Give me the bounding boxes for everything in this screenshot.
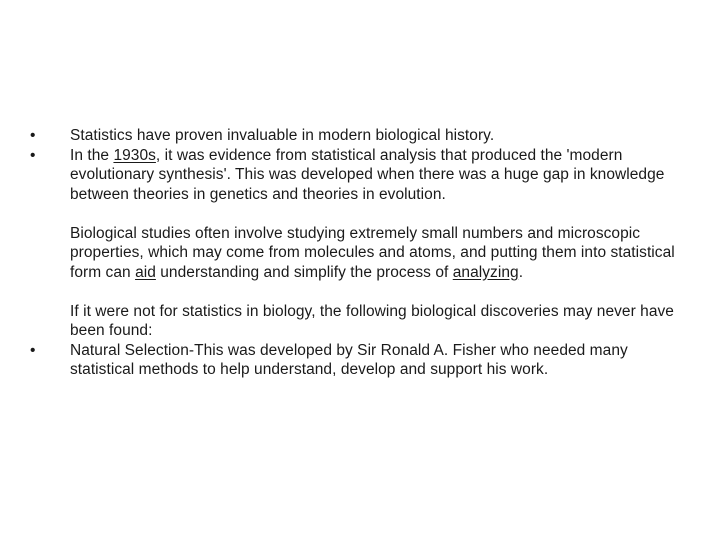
text-segment: , it was evidence from statistical analysis that produced the 'modern evolutionary synthesis'. This was developed when there was a huge gap in knowledge between theories in genetics and theories in evolution. (70, 146, 665, 203)
paragraph (28, 302, 678, 341)
list-item-text: Statistics have proven invaluable in modern biological history. (70, 127, 495, 144)
link-analyzing[interactable]: analyzing (452, 263, 519, 281)
spacer (28, 204, 678, 224)
bullet-marker: • (30, 146, 36, 164)
list-item (28, 146, 678, 205)
paragraph-text (70, 224, 678, 283)
text-segment: . (518, 263, 524, 281)
paragraph-text: If it were not for statistics in biology, the following biological discoveries may never have been found: (70, 302, 674, 339)
text-segment: In the (70, 146, 114, 164)
link-aid[interactable]: aid (135, 263, 156, 281)
bullet-marker: • (30, 341, 36, 359)
link-1930s[interactable]: 1930s (113, 146, 156, 164)
paragraph (28, 224, 678, 283)
list-item (28, 126, 678, 146)
text-segment: Biological studies often involve studying extremely small numbers and microscopic properties, which may come from molecules and atoms, and putting them into statistical form can (70, 224, 675, 281)
bullet-marker: • (30, 127, 36, 144)
bullet-list (28, 126, 678, 380)
list-item-text: Natural Selection-This was developed by Sir Ronald A. Fisher who needed many statistical methods to help understand, develop and support his work. (70, 341, 628, 378)
spacer (28, 282, 678, 302)
text-segment: understanding and simplify the process of (155, 263, 453, 281)
list-item (28, 341, 678, 380)
list-item-text (70, 146, 678, 205)
